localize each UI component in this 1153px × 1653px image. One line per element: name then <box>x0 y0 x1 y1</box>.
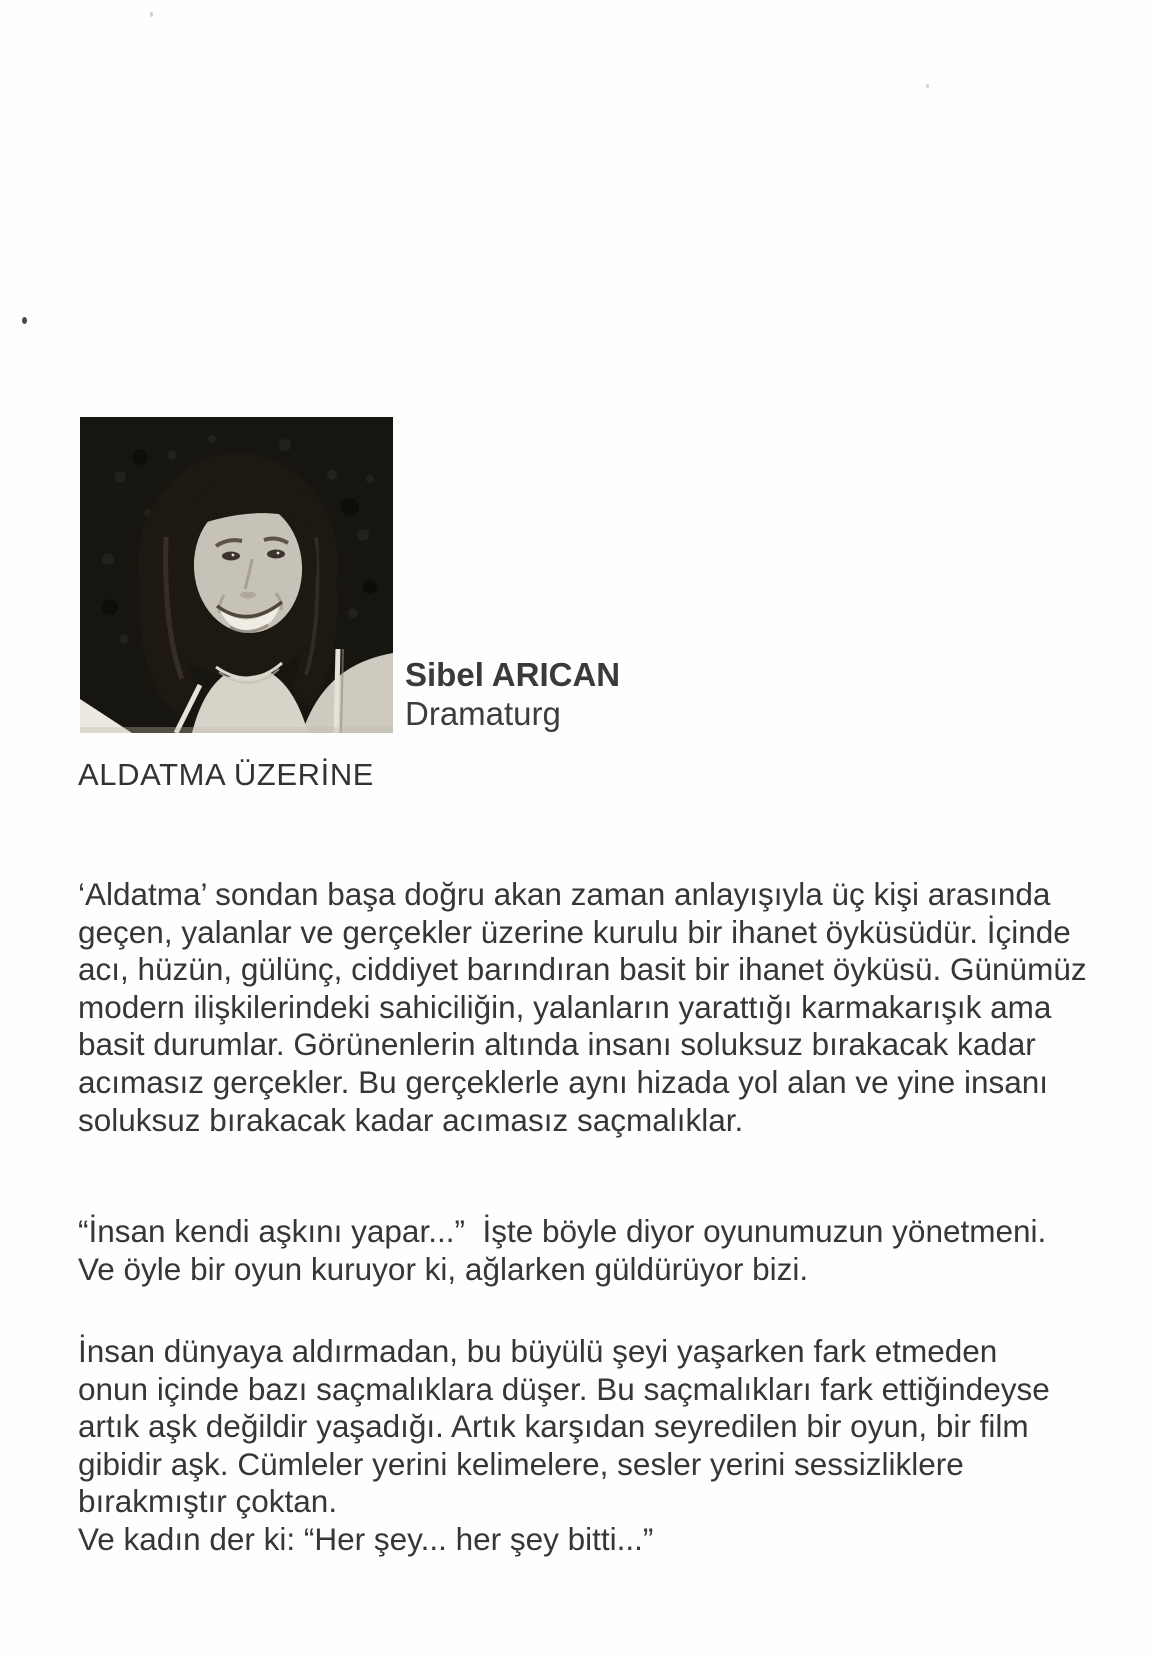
credit-block <box>405 655 620 733</box>
portrait-photo <box>80 417 393 733</box>
scan-speck <box>150 12 153 17</box>
text-line: “İnsan kendi aşkını yapar...” İşte böyle diyor oyunumuzun yönetmeni. <box>78 1213 1047 1249</box>
article-title: ALDATMA ÜZERİNE <box>78 757 375 792</box>
text-line: geçen, yalanlar ve gerçekler üzerine kurulu bir ihanet öyküsüdür. İçinde <box>78 913 1071 950</box>
text-line: ‘Aldatma’ sondan başa doğru akan zaman anlayışıyla üç kişi arasında <box>78 876 1051 912</box>
paragraph-2 <box>78 1213 1098 1288</box>
scan-speck <box>22 317 27 324</box>
text-line: onun içinde bazı saçmalıklara düşer. Bu saçmalıkları fark ettiğindeyse <box>78 1370 1050 1407</box>
text-line: İnsan dünyaya aldırmadan, bu büyülü şeyi yaşarken fark etmeden <box>78 1333 998 1369</box>
text-line: bırakmıştır çoktan. <box>78 1483 338 1520</box>
text-line: gibidir aşk. Cümleler yerini kelimelere, sesler yerini sessizliklere <box>78 1445 964 1482</box>
text-line: modern ilişkilerindeki sahiciliğin, yalanların yarattığı karmakarışık ama <box>78 988 1052 1025</box>
paragraph-3 <box>78 1333 1098 1559</box>
person-name: Sibel ARICAN <box>405 656 621 693</box>
scan-speck <box>926 84 929 88</box>
text-line: Ve öyle bir oyun kuruyor ki, ağlarken güldürüyor bizi. <box>78 1250 809 1287</box>
person-role: Dramaturg <box>405 695 561 732</box>
paragraph-1 <box>78 876 1098 1139</box>
portrait-photo-image <box>80 417 393 733</box>
text-line: Ve kadın der ki: “Her şey... her şey bitti...” <box>78 1520 654 1557</box>
text-line: acımasız gerçekler. Bu gerçeklerle aynı hizada yol alan ve yine insanı <box>78 1063 1049 1100</box>
text-line: artık aşk değildir yaşadığı. Artık karşıdan seyredilen bir oyun, bir film <box>78 1408 1029 1445</box>
text-line: basit durumlar. Görünenlerin altında insanı soluksuz bırakacak kadar <box>78 1026 1036 1063</box>
text-line: acı, hüzün, gülünç, ciddiyet barındıran basit bir ihanet öyküsü. Günümüz <box>78 951 1087 988</box>
text-line: soluksuz bırakacak kadar acımasız saçmalıklar. <box>78 1101 744 1138</box>
